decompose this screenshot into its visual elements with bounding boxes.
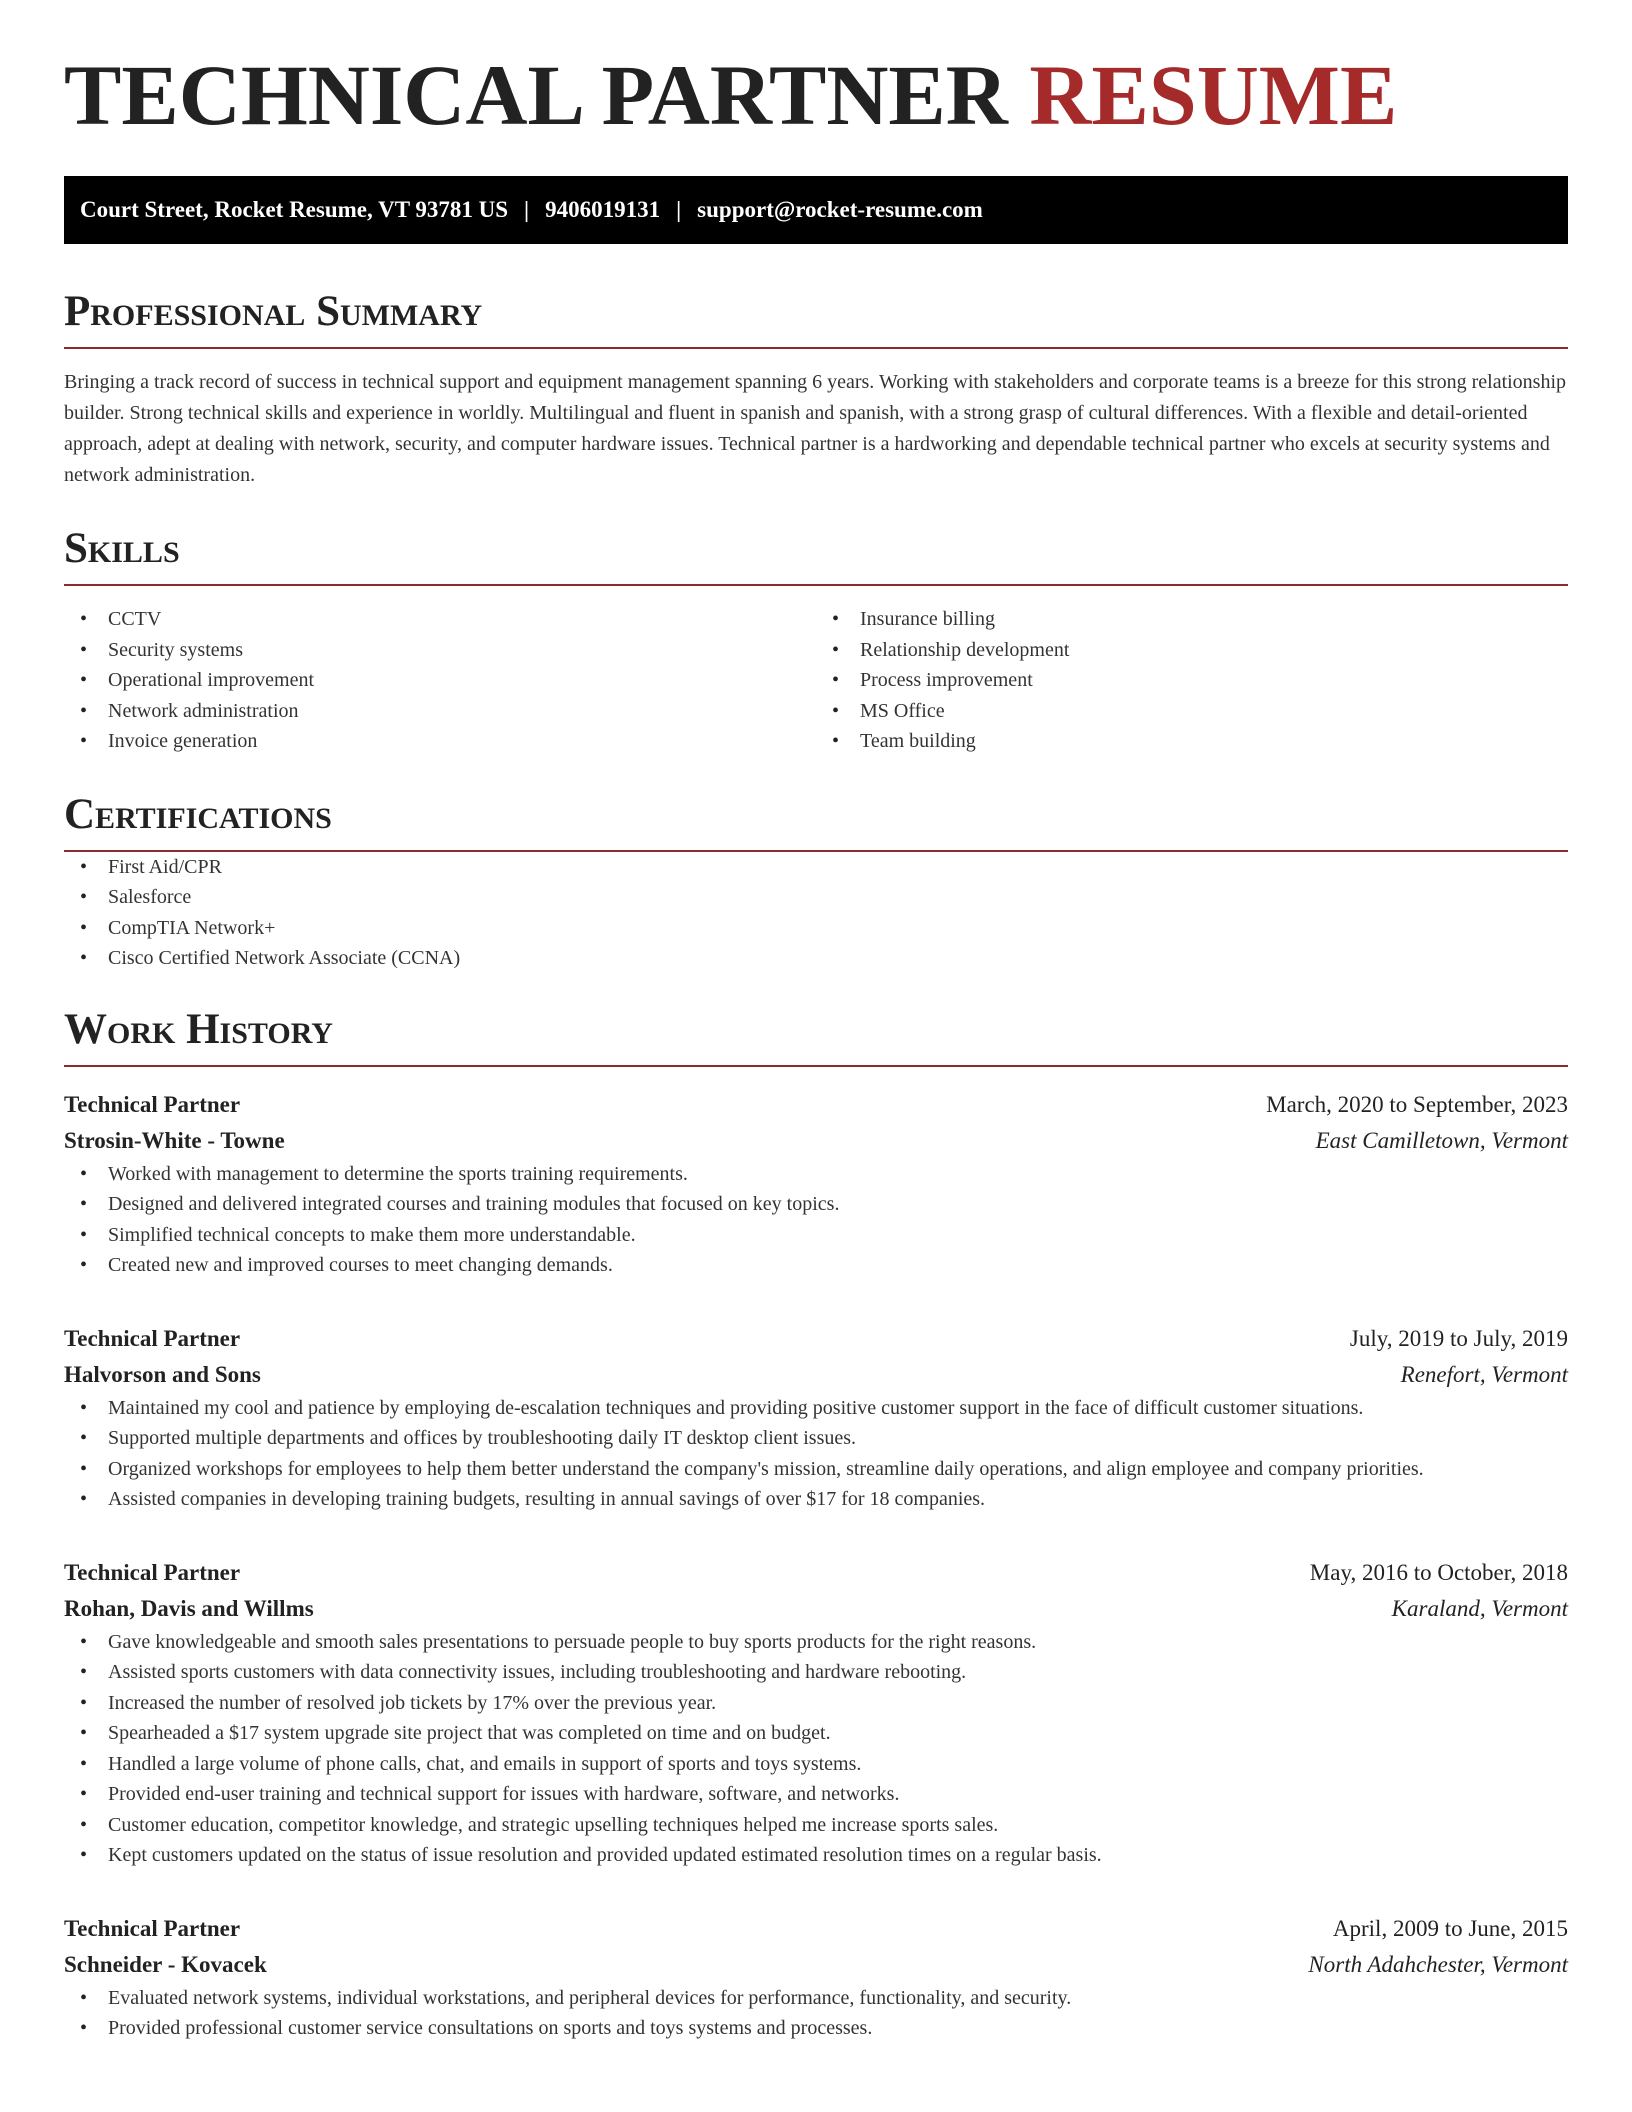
job-title: Technical Partner	[64, 1559, 241, 1585]
job-dates: March, 2020 to September, 2023	[1266, 1091, 1568, 1117]
job-bullet: • Supported multiple departments and offices by troubleshooting daily IT desktop client issues.	[64, 1423, 1568, 1454]
job-bullet: • Increased the number of resolved job tickets by 17% over the previous year.	[64, 1688, 1568, 1719]
job-bullets	[64, 1393, 1568, 1515]
job-entry	[64, 1555, 1568, 1871]
job-bullet: • Spearheaded a $17 system upgrade site project that was completed on time and on budget.	[64, 1718, 1568, 1749]
skills-grid	[64, 604, 1568, 757]
skills-column-left	[64, 604, 816, 757]
section-heading: Skills	[64, 527, 1568, 586]
skill-item: • Insurance billing	[816, 604, 1568, 635]
job-entry	[64, 1087, 1568, 1281]
job-bullet: • Provided professional customer service consultations on sports and toys systems and processes.	[64, 2013, 1568, 2044]
job-bullet: • Assisted companies in developing training budgets, resulting in annual savings of over $17 for 18 companies.	[64, 1484, 1568, 1515]
section-heading: Certifications	[64, 793, 1568, 852]
job-entry	[64, 1911, 1568, 2044]
contact-email: support@rocket-resume.com	[697, 197, 983, 222]
certification-item: • CompTIA Network+	[64, 913, 1568, 944]
job-dates: April, 2009 to June, 2015	[1332, 1915, 1568, 1941]
job-title: Technical Partner	[64, 1325, 241, 1351]
skills-list	[64, 604, 816, 757]
job-bullet: • Provided end-user training and technical support for issues with hardware, software, and networks.	[64, 1779, 1568, 1810]
certifications-section	[64, 790, 1568, 974]
job-bullet: • Evaluated network systems, individual workstations, and peripheral devices for performance, functionality, and security.	[64, 1983, 1568, 2014]
job-title: Technical Partner	[64, 1091, 241, 1117]
job-bullet: • Organized workshops for employees to help them better understand the company's mission, streamline daily operations, and align employee and company priorities.	[64, 1454, 1568, 1485]
skill-item: • Operational improvement	[64, 665, 816, 696]
job-company-row	[64, 1357, 1568, 1393]
job-bullet: • Handled a large volume of phone calls, chat, and emails in support of sports and toys systems.	[64, 1749, 1568, 1780]
section-heading: Professional Summary	[64, 290, 1568, 349]
certifications-list	[64, 852, 1568, 974]
job-dates: May, 2016 to October, 2018	[1309, 1559, 1568, 1585]
summary-text: Bringing a track record of success in technical support and equipment management spanning 6 years. Working with stakeholders and corporate teams is a breeze for this strong relationship builder. Strong technical skills and experience in worldly. Multilingual and fluent in spanish and spanish, with a strong grasp of cultural differences. With a flexible and detail-oriented approach, adept at dealing with network, security, and computer hardware issues. Technical partner is a hardworking and dependable technical partner who excels at security systems and network administration.	[64, 371, 1567, 486]
resume-header	[64, 0, 1568, 143]
job-bullets	[64, 1159, 1568, 1281]
job-bullet: • Worked with management to determine the sports training requirements.	[64, 1159, 1568, 1190]
certification-item: • Salesforce	[64, 882, 1568, 913]
job-location: East Camilletown, Vermont	[1315, 1127, 1568, 1153]
certification-item: • First Aid/CPR	[64, 852, 1568, 883]
job-title-row	[64, 1555, 1568, 1591]
job-bullets	[64, 1983, 1568, 2044]
job-company-row	[64, 1591, 1568, 1627]
job-company-row	[64, 1947, 1568, 1983]
job-bullet: • Assisted sports customers with data connectivity issues, including troubleshooting and hardware rebooting.	[64, 1657, 1568, 1688]
job-bullet: • Maintained my cool and patience by employing de-escalation techniques and providing positive customer support in the face of difficult customer situations.	[64, 1393, 1568, 1424]
job-title: Technical Partner	[64, 1915, 241, 1941]
job-bullet: • Kept customers updated on the status of issue resolution and provided updated estimated resolution times on a regular basis.	[64, 1840, 1568, 1871]
skill-item: • Team building	[816, 726, 1568, 757]
job-company: Schneider - Kovacek	[64, 1951, 267, 1977]
skills-column-right	[816, 604, 1568, 757]
section-heading: Work History	[64, 1008, 1568, 1067]
job-location: Renefort, Vermont	[1400, 1361, 1568, 1387]
contact-address: Court Street, Rocket Resume, VT 93781 US	[80, 197, 509, 222]
job-company: Rohan, Davis and Willms	[64, 1595, 314, 1621]
job-company: Strosin-White - Towne	[64, 1127, 285, 1153]
job-bullets	[64, 1627, 1568, 1871]
job-bullet: • Gave knowledgeable and smooth sales presentations to persuade people to buy sports products for the right reasons.	[64, 1627, 1568, 1658]
contact-bar	[64, 176, 1568, 244]
contact-phone: 9406019131	[545, 197, 661, 222]
job-title-row	[64, 1087, 1568, 1123]
certification-item: • Cisco Certified Network Associate (CCNA)	[64, 943, 1568, 974]
skill-item: • Security systems	[64, 635, 816, 666]
contact-separator: |	[676, 197, 682, 222]
job-company: Halvorson and Sons	[64, 1361, 261, 1387]
job-title-row	[64, 1911, 1568, 1947]
job-location: Karaland, Vermont	[1391, 1595, 1568, 1621]
work-history-section	[64, 1005, 1568, 2044]
skill-item: • Relationship development	[816, 635, 1568, 666]
title-main: TECHNICAL PARTNER	[64, 47, 1008, 143]
job-title-row	[64, 1321, 1568, 1357]
job-location: North Adahchester, Vermont	[1308, 1951, 1568, 1977]
job-entry	[64, 1321, 1568, 1515]
professional-summary-section	[64, 290, 1568, 491]
skill-item: • CCTV	[64, 604, 816, 635]
skill-item: • Network administration	[64, 696, 816, 727]
job-bullet: • Created new and improved courses to meet changing demands.	[64, 1250, 1568, 1281]
job-bullet: • Customer education, competitor knowledge, and strategic upselling techniques helped me increase sports sales.	[64, 1810, 1568, 1841]
skills-list	[816, 604, 1568, 757]
job-dates: July, 2019 to July, 2019	[1349, 1325, 1568, 1351]
resume-title	[64, 47, 1568, 143]
job-company-row	[64, 1123, 1568, 1159]
job-bullet: • Designed and delivered integrated courses and training modules that focused on key topics.	[64, 1189, 1568, 1220]
skills-section	[64, 527, 1568, 757]
skill-item: • Process improvement	[816, 665, 1568, 696]
contact-separator: |	[524, 197, 530, 222]
title-accent: RESUME	[1029, 47, 1398, 143]
skill-item: • Invoice generation	[64, 726, 816, 757]
job-bullet: • Simplified technical concepts to make them more understandable.	[64, 1220, 1568, 1251]
skill-item: • MS Office	[816, 696, 1568, 727]
